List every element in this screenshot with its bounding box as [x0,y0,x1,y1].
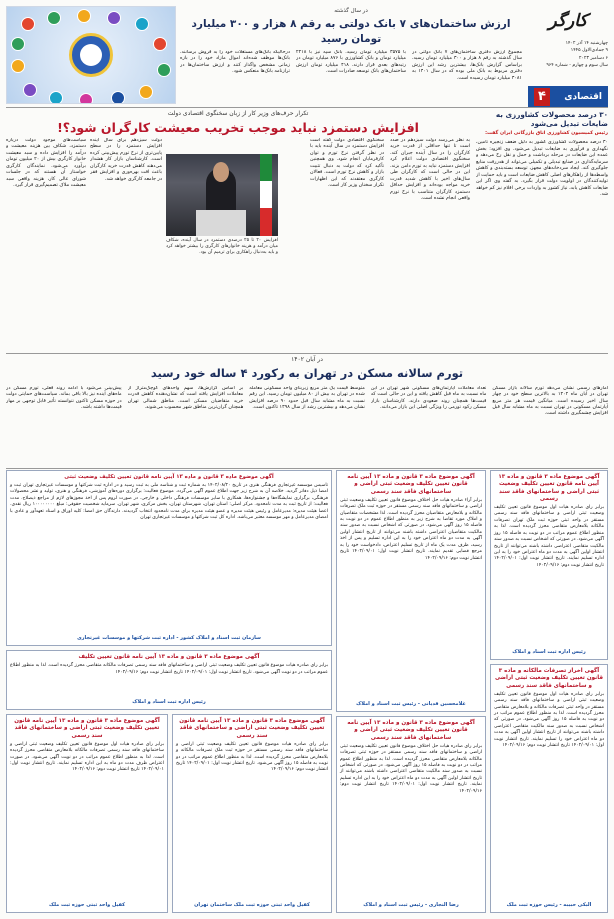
section-tag [528,86,608,108]
notice-body: برابر آراء صادره هیات حل اختلاف موضوع قانون تعیین تکلیف وضعیت ثبتی اراضی و ساختمانهای فاقد سند رسمی مستقر در حوزه ثبت ملک تصرفات مالکانه و بلامعارض متقاضیان محرز گردیده است. لذا مشخصات متقاضیان و املاک مورد تقاضا به شرح زیر به منظور اطلاع عموم در دو نوبت به فاصله ۱۵ روز آگهی می‌شود. در صورتی که اشخاص نسبت به صدور سند مالکیت متقاضیان اعتراضی داشته باشند می‌توانند از تاریخ انتشار اولین آگهی به مدت دو ماه اعتراض خود را به این اداره تسلیم و پس از اخذ رسید، ظرف مدت یک ماه از تاریخ تسلیم اعتراض، دادخواست خود را به مرجع قضایی تقدیم نمایند. تاریخ انتشار نوبت اول: ۱۴۰۲/۰۹/۰۱ تاریخ انتشار نوبت دوم: ۱۴۰۲/۰۹/۱۶ [340,497,482,561]
notice-signature: البکی حبیبه - رئیس حوزه ثبت ملک [506,902,592,909]
notice-signature: رضا النجاری - رئیس ثبت اسناد و املاک [363,902,459,909]
notice-signature: سازمان ثبت اسناد و املاک کشور - اداره ثبت شرکتها و موسسات غیرتجاری [77,635,261,642]
text-column: سخنگوی اقتصادی دولت گفته است افزایش دستمزد در سال آینده باید با در نظر گرفتن نرخ تورم و توان کارفرمایان انجام شود. وی همچنین تأکید کرد که دولت به دنبال تثبیت بازار و کاهش نرخ تورم است. فعالان کارگری معتقدند که این اظهارات تکرار سخنان وزیر کار است. [310,138,384,189]
infographic-icon [21,17,35,31]
logo-text: کارگر [548,10,588,31]
text-column: با ۳۵۷۵ میلیارد تومان رسید. بانک سپه نیز با ۲۲۱۸ میلیارد تومان و بانک کشاورزی با ۸۷۶ میلیارد تومان در رتبه‌های بعدی قرار دارند. ۴۱۸ میلیارد تومان ارزش ساختمان‌های بانک توسعه صادرات است. [296,49,406,75]
dateline-item: سال سوم و چهارم - شماره ۹۶۴ [546,63,608,69]
notice-signature: کفیل واحد ثبتی حوزه ثبت ملک [48,902,126,909]
text-column: پیش‌بینی می‌شود با ادامه روند فعلی، تورم مسکن در ماه‌های آینده نیز بالا باقی بماند. سیاست‌های حمایتی دولت در حوزه مسکن تاکنون نتوانسته تأثیر قابل توجهی بر مهار قیمت‌ها داشته باشد. [6,385,122,411]
dateline-item: ۹ جمادی‌الاول ۱۴۴۵ [570,48,608,54]
infographic-image [6,6,176,104]
notice-signature: رئیس اداره ثبت اسناد و املاک [512,649,586,656]
infographic-icon [79,93,93,104]
legal-notice [6,470,332,646]
dateline [528,40,608,69]
legal-notice [336,716,486,913]
notice-signature: رئیس اداره ثبت اسناد و املاک [132,699,206,706]
notice-title: آگهی موضوع ماده ۳ قانون و ماده ۱۳ آیین نامه قانون تعیین تکلیف وضعیت ثبتی اراضی و ساختمانهای فاقد سند رسمی [14,718,160,739]
housing-headline: تورم سالانه مسکن در تهران به رکورد ۴ ساله خود رسید [150,366,464,381]
notice-title: آگهی موضوع ماده ۳ قانون و ماده ۱۳ آیین نامه قانون تعیین تکلیف وضعیت ثبتی اراضی و ساختمانهای فاقد سند رسمی [347,720,475,741]
legal-notice [490,664,608,913]
infographic-icon [107,11,121,25]
text-column: به نظر می‌رسد دولت سیزدهم در صدد است تا تنها حداقلی از قدرت خرید کارگران را در سال آینده جبران کند. سخنگوی اقتصادی دولت اعلام کرد افزایش دستمزد نباید به تورم دامن بزند. این در حالی است که کارگران طی سال‌های اخیر با کاهش شدید قدرت خرید مواجه بوده‌اند و افزایش حداقل دستمزد کارگران متناسب با نرخ تورم واقعی انجام نشده است. [390,138,470,202]
notice-body: برابر رای صادره هیات اول موضوع قانون تعیین تکلیف وضعیت ثبتی اراضی و ساختمانهای فاقد سند رسمی مستقر در واحد ثبتی تصرفات مالکانه و بلامعارض متقاضی محرز گردیده است. لذا به منظور اطلاع عموم مراتب در دو نوبت به فاصله ۱۵ روز آگهی می‌شود. در صورتی که اشخاص نسبت به صدور سند مالکیت متقاضی اعتراضی داشته باشند می‌توانند از تاریخ انتشار اولین آگهی به مدت دو ماه اعتراض خود را تسلیم نمایند. تاریخ انتشار نوبت اول: ۱۴۰۲/۰۹/۰۱ تاریخ انتشار نوبت دوم: ۱۴۰۲/۰۹/۱۶ [494,691,604,749]
top-story-supertitle: در سال گذشته [334,8,368,14]
housing-body [6,386,608,466]
notice-body: برابر رای صادره هیات اول موضوع قانون تعیین تکلیف وضعیت ثبتی اراضی و ساختمانهای فاقد سند رسمی تصرفات مالکانه بلامعارض متقاضی محرز گردیده است. لذا به منظور اطلاع عموم مراتب در دو نوبت آگهی می‌شود. در صورت اعتراض ظرف مدت دو ماه به این اداره تسلیم نمایند. تاریخ انتشار نوبت اول: ۱۴۰۲/۰۹/۰۱ تاریخ انتشار نوبت دوم: ۱۴۰۲/۰۹/۱۶ [10,741,164,773]
notice-title: آگهی موضوع ماده ۳ قانون و ماده ۱۳ آیین نامه قانون تعیین تکلیف وضعیت ثبتی اراضی و ساختمانهای فاقد سند رسمی [179,718,325,739]
text-column: تعداد معاملات آپارتمان‌های مسکونی شهر تهران در این ماه نسبت به ماه قبل کاهش یافته و این در حالی است که قیمت‌ها همچنان روند صعودی دارند. کارشناسان بازار مسکن رکود تورمی را ویژگی اصلی این بازار می‌دانند. [370,385,487,411]
text-column: متوسط قیمت یک متر مربع زیربنای واحد مسکونی معامله شده در تهران به بیش از ۸۰ میلیون تومان رسید. این رقم نسبت به ماه مشابه سال قبل حدود ۹۰ درصد افزایش نشان می‌دهد و بیشترین رشد از سال ۱۳۹۸ تاکنون است. [249,385,365,411]
podium [196,210,246,236]
spokesperson-photo [166,154,278,236]
infographic-icon [11,59,25,73]
infographic-icon [77,9,91,23]
infographic-icon [111,91,125,104]
main-story-headline: افزایش دستمزد نباید موجب تخریب معیشت کارگران شود؟! [57,120,419,136]
notice-title: آگهی موضوع ماده ۳ قانون و ماده ۱۳ آیین نامه قانون تعیین تکلیف [78,654,260,660]
legal-notices [6,470,608,915]
text-column: مجموع ارزش دفتری ساختمان‌های ۷ بانک دولتی در سال گذشته به رقم ۸ هزار و ۳۰۰ میلیارد تومان رسید. براساس گزارش بانک‌ها، بیشترین رشد این ارزش دفتری مربوط به بانک ملی بوده که در سال ۱۴۰۱ به ۳۰۸۱ میلیارد تومان رسیده است. [412,49,522,81]
text-column: بر اساس گزارش‌ها، سهم واحدهای کوچک‌متراژ از معاملات افزایش یافته است که نشان‌دهنده کاهش قدرت خرید متقاضیان مسکن است. مناطق شمالی تهران همچنان گران‌ترین مناطق شهر محسوب می‌شوند. [127,385,244,411]
text-column: درحالیکه بانک‌های مستغلات خود را به فروش برسانند. بانک‌ها موظف شده‌اند اموال مازاد خود را در بازه زمانی مشخص واگذار کنند و ارزش ساختمان‌ها در ترازنامه بانک‌ها منعکس شود. [180,49,290,75]
legal-notice [6,714,168,913]
top-story [180,4,522,104]
notice-signature: کفیل واحد ثبتی حوزه ثبت ملک ساختمان تهران [194,902,310,909]
dateline-item: چهارشنبه ۱۴ آذر ۱۴۰۲ [565,41,608,46]
notice-body: برابر رای صادره هیات موضوع قانون تعیین تکلیف وضعیت ثبتی اراضی و ساختمانهای فاقد سند رسمی مستقر در حوزه ثبت ملک تصرفات مالکانه و بلامعارض متقاضی محرز گردیده است. لذا به منظور اطلاع عموم مراتب در دو نوبت به فاصله ۱۵ روز آگهی می‌شود. تاریخ انتشار نوبت اول: ۱۴۰۲/۰۹/۰۱ تاریخ انتشار نوبت دوم: ۱۴۰۲/۰۹/۱۶ [176,741,329,773]
text-column: آمارهای رسمی نشان می‌دهد تورم سالانه بازار مسکن تهران در آبان ماه ۱۴۰۲ به بالاترین سطح خود در چهار سال اخیر رسیده است. میانگین قیمت هر متر مربع آپارتمان مسکونی در تهران نسبت به ماه مشابه سال قبل افزایش چشمگیری داشته است. [492,385,608,417]
text-column: سیاست‌های موجود دولت درباره دستمزد، شکاف بین هزینه معیشت و درآمد را افزایش داده و سبد معیشت خانوار کارگری بیش از ۲۰ میلیون تومان برآورد می‌شود. نمایندگان کارگری خواستار آن هستند که در جلسات شورای عالی کار، هزینه واقعی سبد معیشت ملاک تصمیم‌گیری قرار گیرد. [6,138,86,189]
notice-body: برابر رای صادره هیات موضوع قانون تعیین تکلیف وضعیت ثبتی اراضی و ساختمانهای فاقد سند رسمی تصرفات مالکانه متقاضی محرز گردیده است. لذا به منظور اطلاع عموم مراتب در دو نوبت آگهی می‌شود. تاریخ انتشار نوبت اول: ۱۴۰۲/۰۹/۰۱ تاریخ انتشار نوبت دوم: ۱۴۰۲/۰۹/۱۶ [10,663,328,675]
housing-story [6,356,608,466]
agriculture-story [476,110,608,350]
infographic-icon [153,37,167,51]
infographic-icon [139,85,153,99]
notice-body: برابر رای صادره هیات حل اختلاف موضوع قانون تعیین تکلیف وضعیت ثبتی اراضی و ساختمانهای فاقد سند رسمی مستقر در حوزه ثبتی تصرفات مالکانه بلامعارض متقاضی محرز گردیده است. لذا به منظور اطلاع عموم مراتب در دو نوبت به فاصله ۱۵ روز آگهی می‌شود. در صورتی که اشخاص نسبت به صدور سند مالکیت متقاضی اعتراضی داشته باشند می‌توانند از تاریخ انتشار اولین آگهی به مدت دو ماه اعتراض خود را به این اداره تسلیم نمایند. تاریخ انتشار نوبت اول: ۱۴۰۲/۰۹/۰۱ تاریخ انتشار نوبت دوم: ۱۴۰۲/۰۹/۱۶ [340,743,482,794]
newspaper-logo [528,4,608,38]
infographic-icon [47,11,61,25]
divider [6,107,608,108]
housing-kicker: در آبان ۱۴۰۲ [291,356,323,363]
infographic-hub [69,33,113,77]
flag-image [260,154,272,236]
top-story-headline: ارزش ساختمان‌های ۷ بانک دولتی به رقم ۸ هزار و ۳۰۰ میلیارد تومان رسید [191,18,511,45]
main-story [6,110,470,350]
infographic-icon [11,37,25,51]
notice-signature: غلامحسین قدیانی - رئیس ثبت اسناد و املاک [356,701,466,708]
divider [6,468,608,469]
text-column: دولت سیزدهم برای سال آینده افزایش دستمزد را در سطح پایین‌تری از نرخ تورم پیش‌بینی کرده است. کارشناسان بازار کار هشدار می‌دهند کاهش قدرت خرید کارگران باعث افت بهره‌وری و افزایش فقر در جامعه کارگری خواهد شد. [90,138,162,182]
notice-title: آگهی موضوع ماده ۳ قانون و ماده ۱۳ آیین نامه قانون تعیین تکلیف وضعیت ثبتی اراضی و ساختمانهای فاقد سند رسمی [498,474,600,502]
legal-notice [6,650,332,710]
notice-body: تاسیس موسسه غیرتجاری فرهنگی هنری در تاریخ ۱۴۰۲/۰۸/۲۰ به شماره ثبت و شناسه ملی به ثبت رسید و در اداره ثبت شرکتها و موسسات غیرتجاری تهران ثبت و امضا ذیل دفاتر گردید. خلاصه آن به شرح زیر جهت اطلاع عموم آگهی می‌گردد. موضوع فعالیت: برگزاری دوره‌های آموزشی، فرهنگی و هنری، تولید و نشر محصولات فرهنگی، برگزاری نمایشگاه‌ها و جشنواره‌ها، همکاری با سایر موسسات فرهنگی داخلی و خارجی. در صورت لزوم پس از اخذ مجوزهای لازم از مراجع ذیصلاح. مدت فعالیت: از تاریخ ثبت به مدت نامحدود. مرکز اصلی: استان تهران، شهرستان تهران، بخش مرکزی، شهر تهران. سرمایه شخصیت حقوقی: مبلغ ۱۰۰۰۰۰۰۰۰ ریال نقدی. اعضا هیئت مدیره: مدیرعامل و رئیس هیئت مدیره و عضو هیئت مدیره برای مدت نامحدود انتخاب گردیدند. دارندگان حق امضا: کلیه اوراق و اسناد تعهدآور و عادی با امضای مدیرعامل و مهر موسسه معتبر می‌باشد. اداره کل ثبت شرکتها و موسسات غیرتجاری تهران [10,483,329,521]
notice-title: آگهی موضوع ماده ۳ قانون و ماده ۱۳ آیین نامه قانون تعیین تکلیف وضعیت ثبتی اراضی و ساختمانهای فاقد سند رسمی [347,474,475,495]
section-label: اقتصادی [564,91,602,102]
notice-title: آگهی اخراز تصرفات مالکانه و ماده ۳ قانون تعیین تکلیف وضعیت ثبتی اراضی و ساختمانهای فاقد سند رسمی [494,668,603,689]
photo-caption: افزایش ۲۰ تا ۲۵ درصدی دستمزد در سال آینده، شکاف میان درآمد و هزینه خانوارهای کارگری را بیشتر خواهد کرد و باید به‌دنبال راهکاری برای ترمیم آن بود. [166,238,278,256]
masthead [528,4,608,104]
agriculture-headline: ۳۰ درصد محصولات کشاورزی به ضایعات تبدیل می‌شود [495,110,608,128]
agriculture-text: ۳۰ درصد محصولات کشاورزی کشور به دلیل ضعف زنجیره تأمین، نگهداری و فرآوری به ضایعات تبدیل می‌شود. وی افزود: بخش عمده این ضایعات در مرحله برداشت و حمل و نقل رخ می‌دهد و سرمایه‌گذاری در صنایع تبدیلی و تکمیلی می‌تواند از هدررفت منابع جلوگیری کند. ایجاد سردخانه‌های مجهز، توسعه بسته‌بندی و کاهش واسطه‌ها از راهکارهای اصلی کاهش ضایعات است و باید حمایت از تولیدکنندگان در اولویت دولت قرار بگیرد. به گفته وی اگر این ضایعات کاهش یابد، نیاز کشور به واردات برخی اقلام نیز کم خواهد شد. [476,140,608,198]
notice-body: برابر رای صادره هیات اول موضوع قانون تعیین تکلیف وضعیت ثبتی اراضی و ساختمانهای فاقد سند رسمی مستقر در واحد ثبتی حوزه ثبت ملک تهران تصرفات مالکانه بلامعارض متقاضی محرز گردیده است. لذا به منظور اطلاع عموم مراتب در دو نوبت به فاصله ۱۵ روز آگهی می‌شود. در صورتی که اشخاص نسبت به صدور سند مالکیت متقاضی اعتراضی داشته باشند می‌توانند از تاریخ انتشار اولین آگهی به مدت دو ماه اعتراض خود را به این اداره تسلیم نمایند. تاریخ انتشار نوبت اول: ۱۴۰۲/۰۹/۰۱ تاریخ انتشار نوبت دوم: ۱۴۰۲/۰۹/۱۶ [494,505,604,568]
infographic-icon [49,91,63,104]
page-number: ۴ [534,88,550,106]
legal-notice [172,714,332,913]
agriculture-subhead: رئیس کمیسیون کشاورزی اتاق بازرگانی ایران گفت: [485,131,608,136]
dateline-item: ۶ دسامبر ۲۰۲۳ [579,55,608,61]
infographic-icon [23,83,37,97]
infographic-icon [135,17,149,31]
infographic-icon [157,63,171,77]
legal-notice [490,470,608,660]
legal-notice [336,470,486,712]
main-story-kicker: تکرار حرف‌های وزیر کار از زبان سخنگوی اقتصادی دولت [167,110,309,117]
notice-title: آگهی موضوع ماده ۳ قانون و ماده ۱۳ آیین نامه قانون تعیین تکلیف وضعیت ثبتی [64,474,274,480]
divider [6,353,608,354]
